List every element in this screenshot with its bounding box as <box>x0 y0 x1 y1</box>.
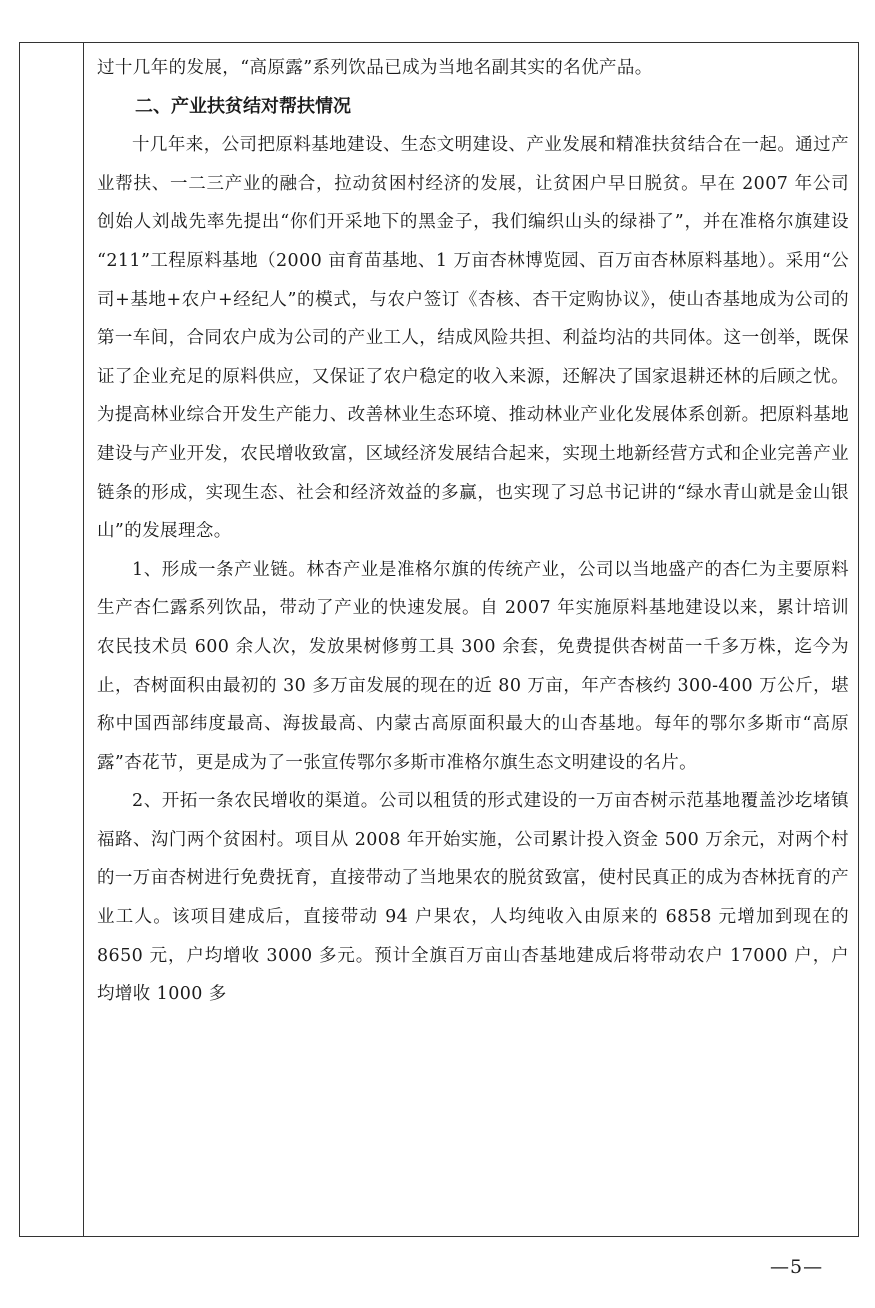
section-heading: 二、产业扶贫结对帮扶情况 <box>135 95 351 117</box>
paragraph-income-channel: 2、开拓一条农民增收的渠道。公司以租赁的形式建设的一万亩杏树示范基地覆盖沙圪堵镇福路、沟门两个贫困村。项目从 2008 年开始实施，公司累计投入资金 500 万余元，对两个村的一万亩杏树进行免费抚育，直接带动了当地果农的脱贫致富，使村民真正的成为杏林抚育的产业工人。该项目建成后，直接带动 94 户果农，人均纯收入由原来的 6858 元增加到现在的 8650 元，户均增收 3000 多元。预计全旗百万亩山杏基地建成后将带动农户 17000 户，户均增收 1000 多 <box>97 791 849 1005</box>
document-table-frame <box>19 42 859 1237</box>
table-left-column <box>20 43 84 1236</box>
paragraph-continuation: 过十几年的发展，“高原露”系列饮品已成为当地名副其实的名优产品。 <box>97 58 653 78</box>
paragraph-overview: 十几年来，公司把原料基地建设、生态文明建设、产业发展和精准扶贫结合在一起。通过产业帮扶、一二三产业的融合，拉动贫困村经济的发展，让贫困户早日脱贫。早在 2007 年公司创始人刘战先率先提出“你们开采地下的黑金子，我们编织山头的绿褂了”，并在准格尔旗建设 “211”工程原料基地（2000 亩育苗基地、1 万亩杏林博览园、百万亩杏林原料基地）。采用“公司+基地+农户+经纪人”的模式，与农户签订《杏核、杏干定购协议》，使山杏基地成为公司的第一车间，合同农户成为公司的产业工人，结成风险共担、利益均沾的共同体。这一创举，既保证了企业充足的原料供应，又保证了农户稳定的收入来源，还解决了国家退耕还林的后顾之忧。为提高林业综合开发生产能力、改善林业生态环境、推动林业产业化发展体系创新。把原料基地建设与产业开发，农民增收致富，区域经济发展结合起来，实现土地新经营方式和企业完善产业链条的形成，实现生态、社会和经济效益的多赢，也实现了习总书记讲的“绿水青山就是金山银山”的发展理念。 <box>97 135 849 542</box>
paragraph-industry-chain: 1、形成一条产业链。林杏产业是准格尔旗的传统产业，公司以当地盛产的杏仁为主要原料生产杏仁露系列饮品，带动了产业的快速发展。自 2007 年实施原料基地建设以来，累计培训农民技术员 600 余人次，发放果树修剪工具 300 余套，免费提供杏树苗一千多万株，迄今为止，杏树面积由最初的 30 多万亩发展的现在的近 80 万亩，年产杏核约 300-400 万公斤，堪称中国西部纬度最高、海拔最高、内蒙古高原面积最大的山杏基地。每年的鄂尔多斯市“高原露”杏花节，更是成为了一张宣传鄂尔多斯市准格尔旗生态文明建设的名片。 <box>97 559 849 773</box>
document-body <box>97 49 849 1014</box>
page-number: —5— <box>770 1256 824 1278</box>
